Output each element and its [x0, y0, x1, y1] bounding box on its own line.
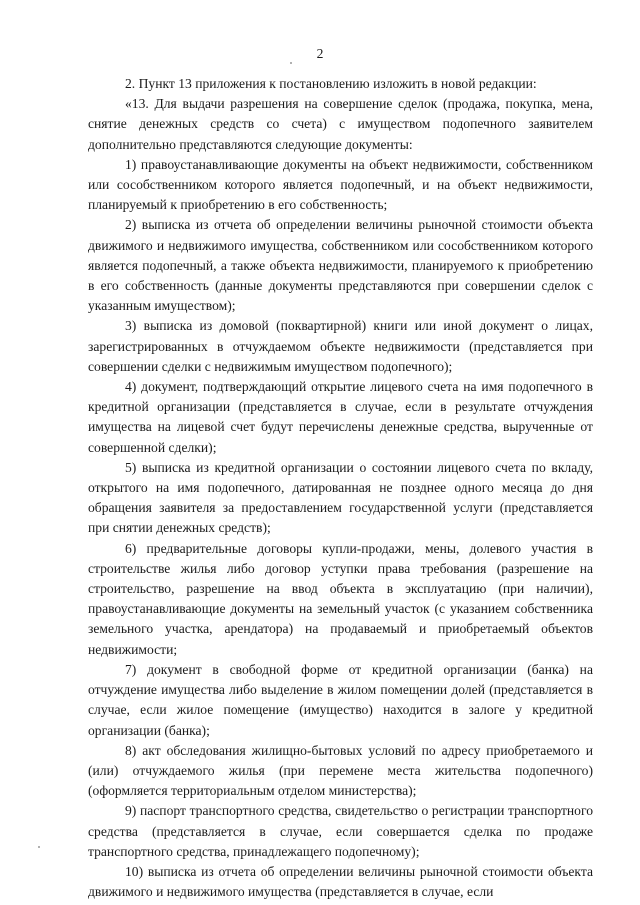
paragraph-list-item-9: 9) паспорт транспортного средства, свидетельство о регистрации транспортного средства (представляется в случае, если совершается сделка по продаже транспортного средства, принадлежащего подопечному);	[88, 803, 593, 859]
paragraph-list-item-4: 4) документ, подтверждающий открытие лицевого счета на имя подопечного в кредитной организации (представляется в случае, если в результате отчуждения имущества на лицевой счет будут перечислены денежные средства, вырученные от совершенной сделки);	[88, 379, 593, 455]
page-number: 2	[316, 46, 324, 61]
paragraph-list-item-2: 2) выписка из отчета об определении величины рыночной стоимости объекта движимого и недвижимого имущества, собственником или сособственником которого является подопечный, а также объекта недвижимости, планируемого к приобретению в его собственность (данные документы представляются при совершении сделок с указанным имуществом);	[88, 217, 593, 314]
paragraph-list-item-5: 5) выписка из кредитной организации о состоянии лицевого счета по вкладу, открытого на имя подопечного, датированная не позднее одного месяца до дня обращения заявителя за предоставлением государственной услуги (представляется при снятии денежных средств);	[88, 459, 593, 536]
paragraph-section-13-intro: «13. Для выдачи разрешения на совершение сделок (продажа, покупка, мена, снятие денежных средств со счета) с имуществом подопечного заявителем дополнительно представляются следующие документы:	[88, 96, 593, 152]
paragraph-list-item-7: 7) документ в свободной форме от кредитной организации (банка) на отчуждение имущества либо выделение в жилом помещении долей (представляется в случае, если жилое помещение (имущество) находится в залоге у кредитной организации (банка);	[88, 661, 593, 738]
scan-speck	[290, 62, 292, 64]
paragraph-list-item-3: 3) выписка из домовой (поквартирной) книги или иной документ о лицах, зарегистрированных в отчуждаемом объекте недвижимости (представляется при совершении сделки с недвижимым имуществом подопечного);	[88, 318, 593, 374]
paragraph-list-item-6: 6) предварительные договоры купли-продажи, мены, долевого участия в строительстве жилья либо договор уступки права требования (разрешение на строительство, разрешение на ввод объекта в эксплуатацию (при наличии), правоустанавливающие документы на земельный участок (с указанием собственника земельного участка, арендатора) на продаваемый и приобретаемый объектов недвижимости;	[88, 540, 593, 657]
paragraph-list-item-8: 8) акт обследования жилищно-бытовых условий по адресу приобретаемого и (или) отчуждаемого жилья (при перемене места жительства подопечного) (оформляется территориальным отделом министерства);	[88, 742, 593, 799]
paragraph-item-2-heading: 2. Пункт 13 приложения к постановлению изложить в новой редакции:	[125, 76, 537, 91]
document-body	[88, 74, 593, 902]
paragraph-list-item-1: 1) правоустанавливающие документы на объект недвижимости, собственником или сособственником которого является подопечный, и на объект недвижимости, планируемый к приобретению в его собственность;	[88, 156, 593, 213]
paragraph-list-item-10: 10) выписка из отчета об определении величины рыночной стоимости объекта движимого и недвижимого имущества (представляется в случае, если	[88, 863, 593, 900]
scan-speck	[38, 846, 40, 848]
